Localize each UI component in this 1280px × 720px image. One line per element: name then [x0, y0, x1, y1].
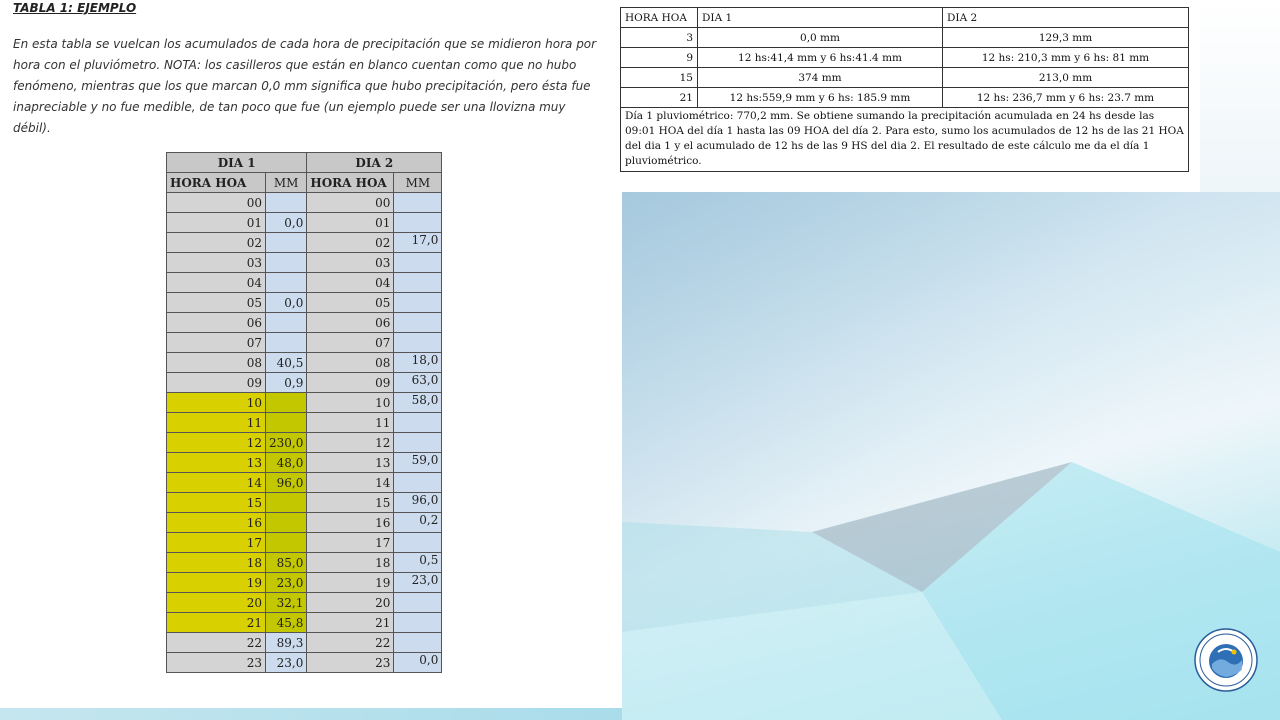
mm-cell-day1: 48,0 — [266, 453, 307, 473]
hour-cell-day2: 02 — [307, 233, 394, 253]
mm-cell-day1 — [266, 193, 307, 213]
hour-cell-day2: 06 — [307, 313, 394, 333]
hour-cell-day1: 22 — [167, 633, 266, 653]
day2-header: DIA 2 — [307, 153, 442, 173]
mm-cell-day1: 0,0 — [266, 213, 307, 233]
mm-cell-day2 — [394, 253, 442, 273]
mm-cell-day2: 18,0 — [394, 353, 442, 373]
day1-header: DIA 1 — [167, 153, 307, 173]
decorative-background — [622, 192, 1280, 720]
hour-cell-day2: 00 — [307, 193, 394, 213]
mm-cell-day2: 58,0 — [394, 393, 442, 413]
hour-cell-day1: 06 — [167, 313, 266, 333]
mm-cell-day2: 96,0 — [394, 493, 442, 513]
summary-row — [621, 88, 1189, 108]
table-row — [167, 513, 442, 533]
mm-cell-day1: 23,0 — [266, 653, 307, 673]
mm-cell-day2: 63,0 — [394, 373, 442, 393]
hour-cell-day2: 10 — [307, 393, 394, 413]
summary-day2-value: 12 hs: 236,7 mm y 6 hs: 23.7 mm — [943, 88, 1189, 108]
hour-cell-day1: 21 — [167, 613, 266, 633]
mm-cell-day1: 40,5 — [266, 353, 307, 373]
hour-cell-day2: 03 — [307, 253, 394, 273]
summary-day1-value: 374 mm — [698, 68, 943, 88]
hour-cell-day1: 17 — [167, 533, 266, 553]
hour-column-header-1: HORA HOA — [167, 173, 266, 193]
mm-cell-day1: 89,3 — [266, 633, 307, 653]
hour-cell-day2: 21 — [307, 613, 394, 633]
summary-header-day2: DIA 2 — [943, 8, 1189, 28]
decorative-bottom-strip — [0, 708, 622, 720]
mm-cell-day1: 85,0 — [266, 553, 307, 573]
summary-row — [621, 48, 1189, 68]
decorative-strip — [1200, 0, 1280, 192]
hour-cell-day2: 16 — [307, 513, 394, 533]
summary-hour: 9 — [621, 48, 698, 68]
summary-hour: 15 — [621, 68, 698, 88]
table-row — [167, 573, 442, 593]
hour-cell-day1: 03 — [167, 253, 266, 273]
table-row — [167, 653, 442, 673]
table-row — [167, 273, 442, 293]
mm-cell-day2 — [394, 593, 442, 613]
page-title: TABLA 1: EJEMPLO — [13, 1, 137, 15]
mm-cell-day1 — [266, 313, 307, 333]
mm-cell-day1 — [266, 493, 307, 513]
hour-cell-day1: 08 — [167, 353, 266, 373]
hour-cell-day2: 12 — [307, 433, 394, 453]
mm-cell-day2 — [394, 533, 442, 553]
mm-cell-day1: 0,9 — [266, 373, 307, 393]
mm-cell-day1 — [266, 333, 307, 353]
mm-cell-day1: 32,1 — [266, 593, 307, 613]
hour-cell-day2: 04 — [307, 273, 394, 293]
table-row — [167, 313, 442, 333]
mm-cell-day1 — [266, 413, 307, 433]
hour-cell-day2: 07 — [307, 333, 394, 353]
table-row — [167, 553, 442, 573]
mm-cell-day1 — [266, 513, 307, 533]
summary-header-hour: HORA HOA — [621, 8, 698, 28]
hour-cell-day1: 19 — [167, 573, 266, 593]
summary-row — [621, 28, 1189, 48]
hour-cell-day2: 17 — [307, 533, 394, 553]
mm-cell-day1 — [266, 273, 307, 293]
mm-cell-day1: 0,0 — [266, 293, 307, 313]
mm-cell-day1 — [266, 533, 307, 553]
hour-cell-day2: 09 — [307, 373, 394, 393]
mm-cell-day2 — [394, 413, 442, 433]
hour-column-header-2: HORA HOA — [307, 173, 394, 193]
mm-cell-day1 — [266, 393, 307, 413]
summary-row — [621, 68, 1189, 88]
mm-cell-day1: 45,8 — [266, 613, 307, 633]
summary-note: Día 1 pluviométrico: 770,2 mm. Se obtiene sumando la precipitación acumulada en 24 hs desde las 09:01 HOA del día 1 hasta las 09 HOA del día 2. Para esto, sumo los acumulados de 12 hs de las 21 HOA del dia 1 y el acumulado de 12 hs de las 9 HS del dia 2. El resultado de este cálculo me da el día 1 pluviométrico. — [621, 108, 1189, 172]
hour-cell-day1: 13 — [167, 453, 266, 473]
summary-day1-value: 12 hs:559,9 mm y 6 hs: 185.9 mm — [698, 88, 943, 108]
mm-cell-day2: 0,5 — [394, 553, 442, 573]
table-row — [167, 533, 442, 553]
summary-table — [620, 7, 1189, 172]
hour-cell-day1: 07 — [167, 333, 266, 353]
hour-cell-day1: 12 — [167, 433, 266, 453]
table-row — [167, 593, 442, 613]
table-row — [167, 233, 442, 253]
hourly-precipitation-table — [166, 152, 442, 673]
hour-cell-day2: 15 — [307, 493, 394, 513]
summary-day1-value: 0,0 mm — [698, 28, 943, 48]
hour-cell-day2: 05 — [307, 293, 394, 313]
hour-cell-day1: 05 — [167, 293, 266, 313]
mm-cell-day2: 0,0 — [394, 653, 442, 673]
hour-cell-day1: 09 — [167, 373, 266, 393]
table-row — [167, 633, 442, 653]
hour-cell-day2: 11 — [307, 413, 394, 433]
table-row — [167, 333, 442, 353]
table-row — [167, 353, 442, 373]
hour-cell-day1: 18 — [167, 553, 266, 573]
mm-cell-day1: 96,0 — [266, 473, 307, 493]
table-row — [167, 433, 442, 453]
mm-cell-day2: 17,0 — [394, 233, 442, 253]
table-row — [167, 373, 442, 393]
mm-cell-day2 — [394, 613, 442, 633]
hour-cell-day1: 00 — [167, 193, 266, 213]
mm-cell-day1 — [266, 253, 307, 273]
mm-cell-day1 — [266, 233, 307, 253]
hour-cell-day2: 01 — [307, 213, 394, 233]
table-row — [167, 393, 442, 413]
mm-cell-day2 — [394, 633, 442, 653]
hour-cell-day1: 20 — [167, 593, 266, 613]
mm-column-header-1: MM — [266, 173, 307, 193]
hour-cell-day1: 11 — [167, 413, 266, 433]
hour-cell-day1: 04 — [167, 273, 266, 293]
hour-cell-day2: 23 — [307, 653, 394, 673]
mm-cell-day2 — [394, 193, 442, 213]
table-row — [167, 413, 442, 433]
mm-cell-day2: 0,2 — [394, 513, 442, 533]
hour-cell-day1: 02 — [167, 233, 266, 253]
summary-day2-value: 12 hs: 210,3 mm y 6 hs: 81 mm — [943, 48, 1189, 68]
table-row — [167, 473, 442, 493]
summary-day2-value: 129,3 mm — [943, 28, 1189, 48]
summary-hour: 21 — [621, 88, 698, 108]
hour-cell-day2: 08 — [307, 353, 394, 373]
table-row — [167, 613, 442, 633]
summary-header-day1: DIA 1 — [698, 8, 943, 28]
hour-cell-day2: 19 — [307, 573, 394, 593]
hour-cell-day1: 14 — [167, 473, 266, 493]
hour-cell-day1: 15 — [167, 493, 266, 513]
table-row — [167, 453, 442, 473]
mm-cell-day1: 230,0 — [266, 433, 307, 453]
table-row — [167, 493, 442, 513]
summary-day2-value: 213,0 mm — [943, 68, 1189, 88]
summary-hour: 3 — [621, 28, 698, 48]
description-paragraph: En esta tabla se vuelcan los acumulados de cada hora de precipitación que se midieron hora por hora con el pluviómetro. NOTA: los casilleros que están en blanco cuentan como que no hubo fenómeno, mientras que los que marcan 0,0 mm significa que hubo precipitación, pero ésta fue inapreciable y no fue medible, de tan poco que fue (un ejemplo puede ser una llovizna muy débil). — [13, 37, 597, 135]
mm-cell-day2 — [394, 273, 442, 293]
hour-cell-day1: 16 — [167, 513, 266, 533]
mm-cell-day2 — [394, 213, 442, 233]
mm-cell-day2: 59,0 — [394, 453, 442, 473]
hour-cell-day2: 22 — [307, 633, 394, 653]
table-row — [167, 253, 442, 273]
meteorological-service-seal-icon — [1194, 628, 1258, 692]
mm-cell-day2 — [394, 313, 442, 333]
mm-cell-day2 — [394, 473, 442, 493]
table-row — [167, 293, 442, 313]
mm-cell-day2 — [394, 433, 442, 453]
table-row — [167, 193, 442, 213]
hour-cell-day1: 10 — [167, 393, 266, 413]
mm-column-header-2: MM — [394, 173, 442, 193]
hour-cell-day2: 14 — [307, 473, 394, 493]
mm-cell-day1: 23,0 — [266, 573, 307, 593]
table-row — [167, 213, 442, 233]
mm-cell-day2: 23,0 — [394, 573, 442, 593]
hour-cell-day1: 23 — [167, 653, 266, 673]
hour-cell-day2: 18 — [307, 553, 394, 573]
hour-cell-day1: 01 — [167, 213, 266, 233]
hour-cell-day2: 20 — [307, 593, 394, 613]
mm-cell-day2 — [394, 293, 442, 313]
hour-cell-day2: 13 — [307, 453, 394, 473]
summary-day1-value: 12 hs:41,4 mm y 6 hs:41.4 mm — [698, 48, 943, 68]
mm-cell-day2 — [394, 333, 442, 353]
